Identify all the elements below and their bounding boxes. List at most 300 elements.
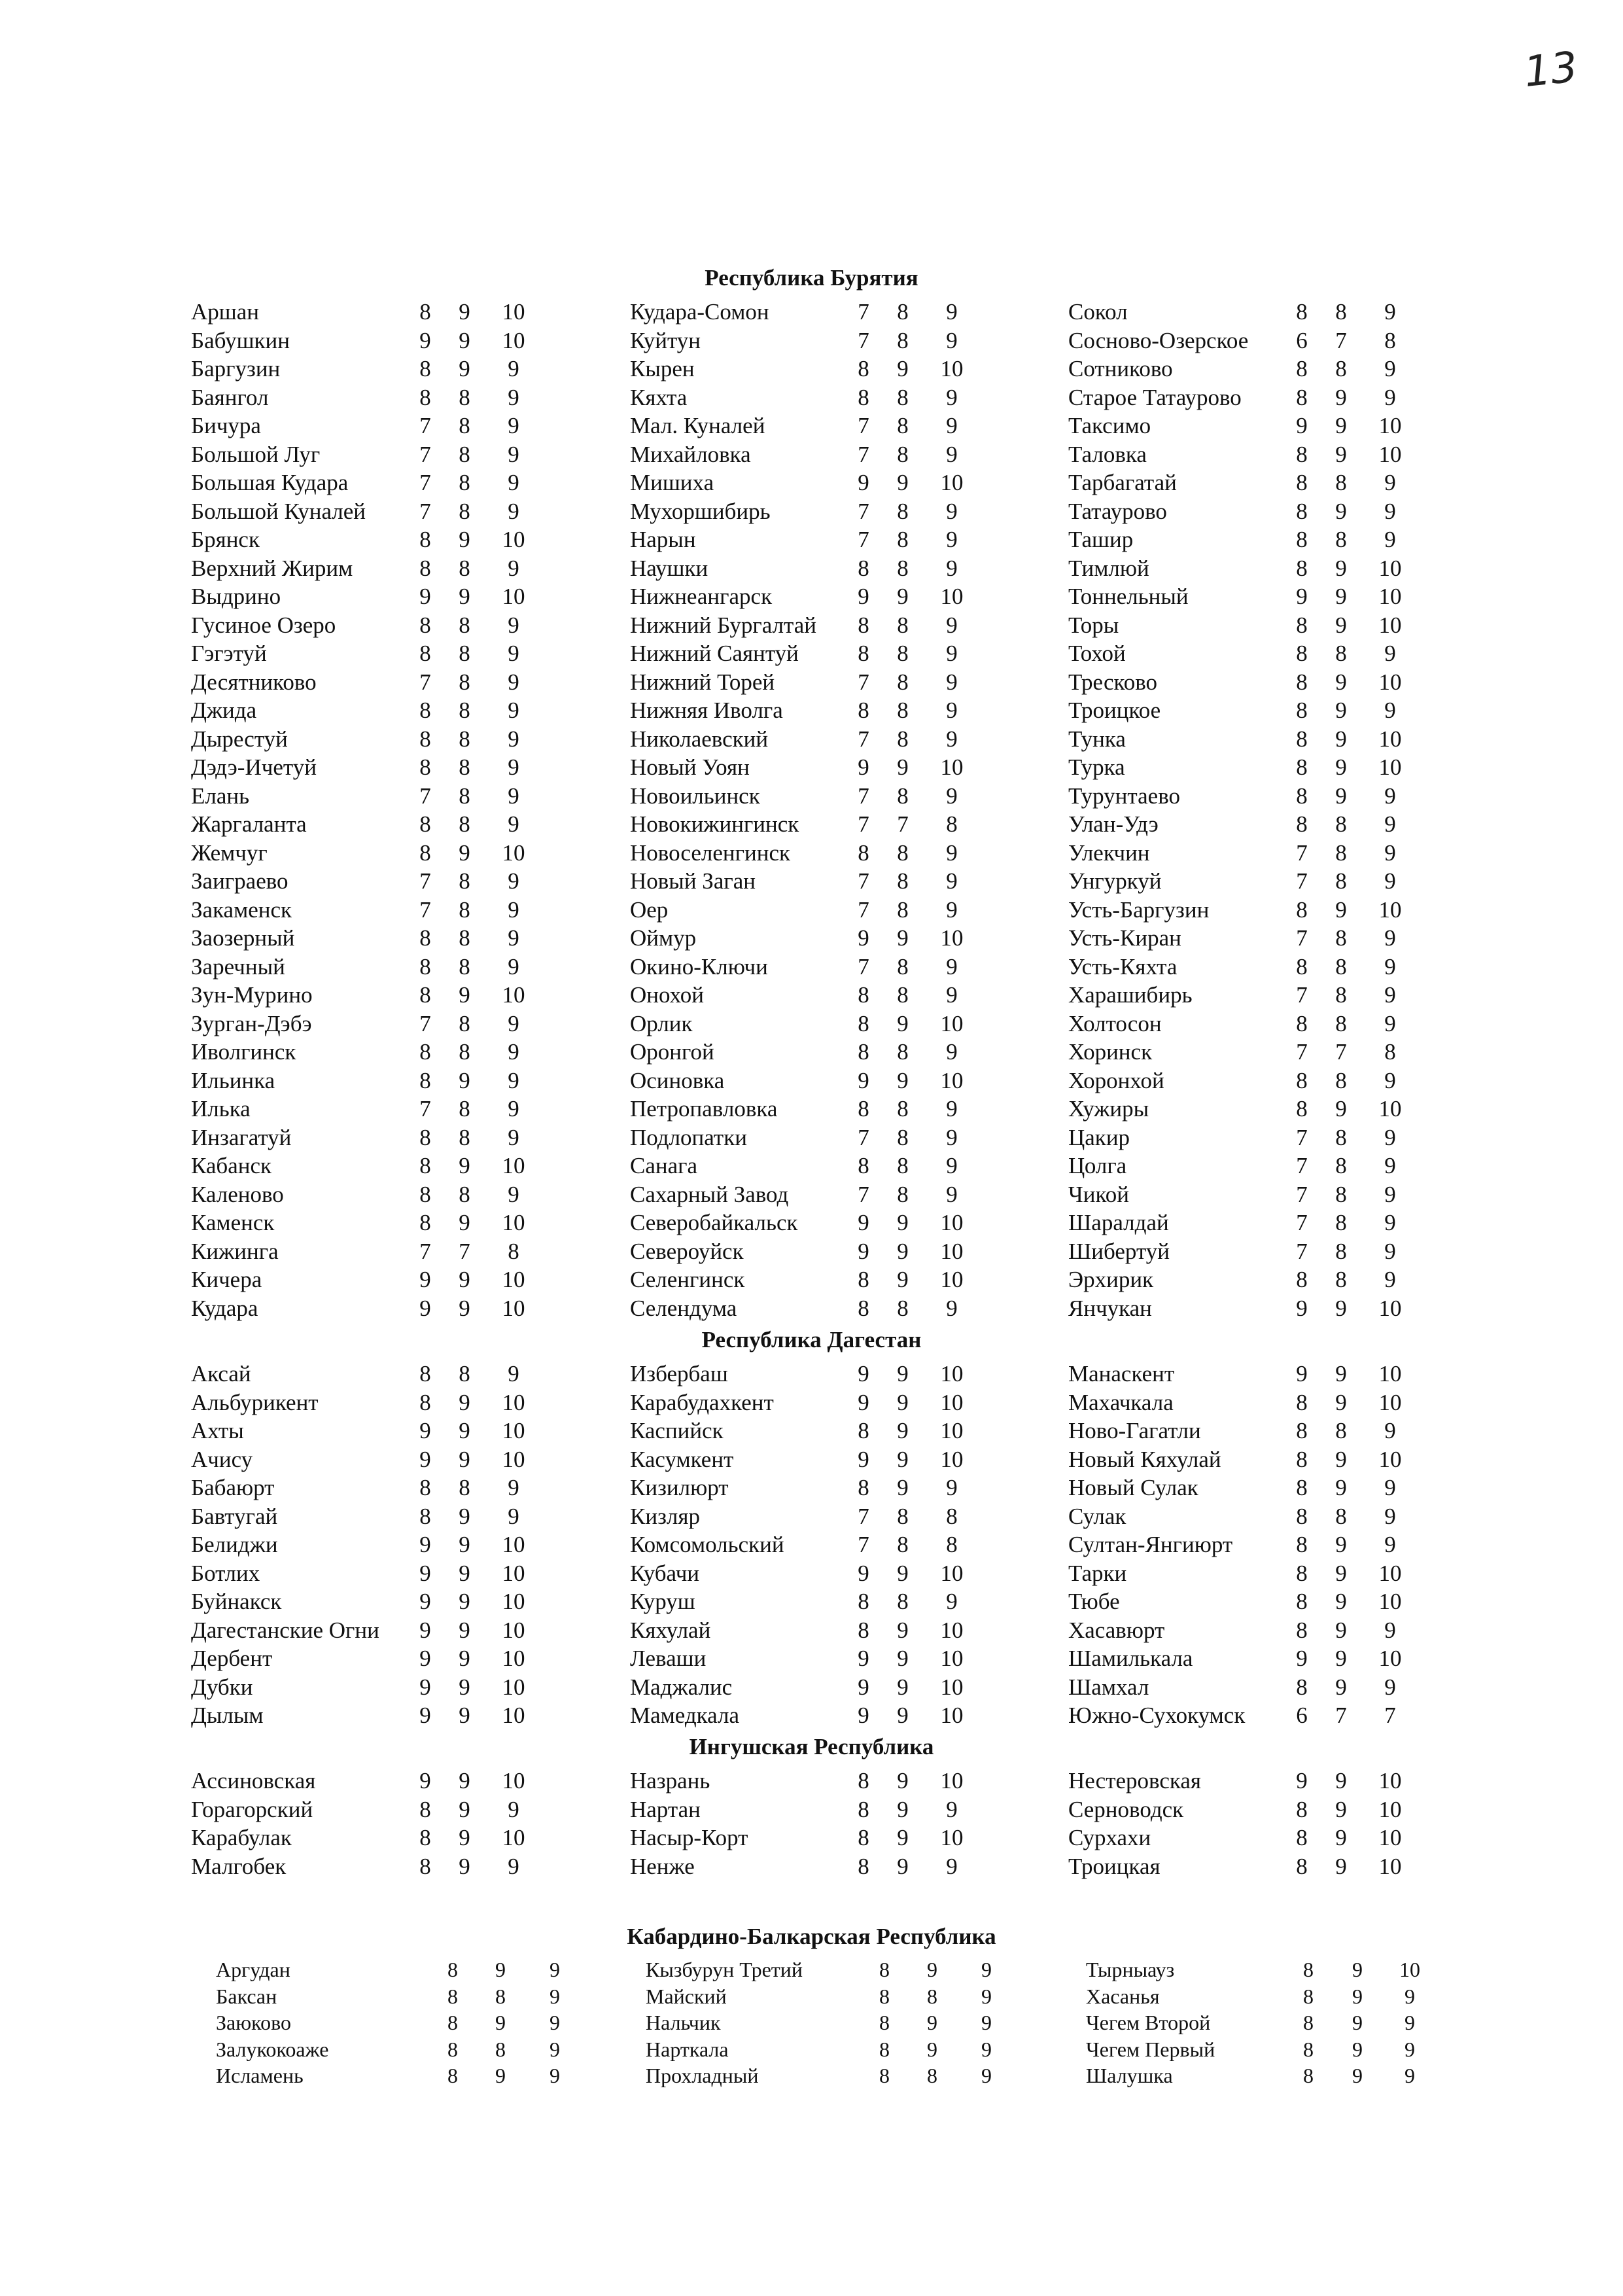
- value-cell: 9: [1384, 356, 1396, 381]
- value-cell: 8: [858, 1617, 869, 1643]
- settlement-name: Осиновка: [630, 1067, 725, 1093]
- value-cell: 9: [508, 356, 519, 381]
- value-cell: 10: [1378, 1646, 1402, 1671]
- value-cell: 8: [1296, 527, 1308, 552]
- value-cell: 9: [459, 1389, 470, 1415]
- table-row: [0, 1587, 1623, 1616]
- value-cell: 8: [508, 1238, 519, 1264]
- value-cell: 7: [858, 811, 869, 837]
- value-cell: 8: [419, 299, 431, 325]
- value-cell: 9: [508, 1124, 519, 1150]
- value-cell: 8: [459, 641, 470, 666]
- settlement-name: Сахарный Завод: [630, 1181, 789, 1207]
- value-cell: 9: [459, 1853, 470, 1879]
- value-cell: 9: [1335, 1646, 1347, 1671]
- value-cell: 9: [946, 413, 958, 438]
- value-cell: 10: [1378, 1796, 1402, 1822]
- settlement-name: Таксимо: [1068, 413, 1151, 438]
- value-cell: 9: [508, 1039, 519, 1065]
- value-cell: 9: [1384, 1674, 1396, 1700]
- value-cell: 8: [1335, 299, 1347, 325]
- value-cell: 8: [459, 698, 470, 723]
- value-cell: 8: [419, 612, 431, 638]
- value-cell: 10: [502, 1703, 525, 1728]
- value-cell: 8: [1296, 669, 1308, 695]
- settlement-name: Куйтун: [630, 327, 701, 353]
- value-cell: 8: [447, 2064, 458, 2087]
- value-cell: 8: [1296, 1389, 1308, 1415]
- value-cell: 9: [897, 470, 909, 495]
- value-cell: 10: [940, 1446, 964, 1472]
- value-cell: 8: [419, 698, 431, 723]
- table-row: [0, 1644, 1623, 1672]
- table-row: [0, 1852, 1623, 1881]
- settlement-name: Большая Кудара: [191, 470, 349, 495]
- settlement-name: Верхний Жирим: [191, 555, 353, 581]
- settlement-name: Ташир: [1068, 527, 1134, 552]
- value-cell: 9: [897, 1853, 909, 1879]
- settlement-name: Михайловка: [630, 441, 751, 467]
- settlement-name: Заюково: [216, 2011, 291, 2034]
- value-cell: 9: [550, 2064, 560, 2087]
- value-cell: 8: [1296, 1674, 1308, 1700]
- value-cell: 8: [459, 555, 470, 581]
- value-cell: 8: [897, 868, 909, 894]
- value-cell: 8: [419, 1475, 431, 1500]
- table-row: [0, 1474, 1623, 1502]
- table-row: [0, 412, 1623, 440]
- value-cell: 9: [1352, 2011, 1363, 2034]
- value-cell: 9: [981, 2037, 992, 2061]
- value-cell: 9: [495, 2011, 506, 2034]
- table-row: [0, 383, 1623, 412]
- table-row: [0, 981, 1623, 1009]
- value-cell: 8: [858, 1267, 869, 1292]
- settlement-name: Кяхта: [630, 384, 688, 410]
- settlement-name: Нарын: [630, 527, 696, 552]
- value-cell: 9: [508, 925, 519, 951]
- table-row: [0, 1673, 1623, 1701]
- value-cell: 9: [508, 1361, 519, 1386]
- value-cell: 9: [946, 868, 958, 894]
- value-cell: 9: [508, 470, 519, 495]
- value-cell: 9: [897, 1389, 909, 1415]
- settlement-name: Тоннельный: [1068, 584, 1189, 609]
- settlement-name: Троицкое: [1068, 698, 1161, 723]
- value-cell: 9: [1335, 1825, 1347, 1850]
- value-cell: 7: [1335, 1039, 1347, 1065]
- value-cell: 9: [927, 2011, 937, 2034]
- value-cell: 8: [1335, 982, 1347, 1008]
- table-row: [0, 1123, 1623, 1152]
- value-cell: 9: [508, 698, 519, 723]
- value-cell: 9: [927, 2037, 937, 2061]
- value-cell: 8: [1384, 1039, 1396, 1065]
- value-cell: 10: [502, 1295, 525, 1321]
- settlement-name: Мишиха: [630, 470, 714, 495]
- value-cell: 9: [1384, 925, 1396, 951]
- value-cell: 8: [897, 896, 909, 923]
- settlement-name: Гусиное Озеро: [191, 612, 336, 638]
- value-cell: 10: [502, 1825, 525, 1850]
- value-cell: 10: [502, 982, 525, 1008]
- value-cell: 9: [508, 896, 519, 923]
- value-cell: 10: [940, 356, 964, 381]
- value-cell: 7: [858, 413, 869, 438]
- settlement-name: Кубачи: [630, 1560, 700, 1586]
- value-cell: 8: [459, 754, 470, 780]
- value-cell: 6: [1296, 327, 1308, 353]
- value-cell: 8: [1296, 1617, 1308, 1643]
- value-cell: 9: [1296, 1768, 1308, 1793]
- settlement-name: Троицкая: [1068, 1853, 1161, 1879]
- settlement-name: Сокол: [1068, 299, 1128, 325]
- value-cell: 7: [419, 441, 431, 467]
- value-cell: 10: [502, 584, 525, 609]
- settlement-name: Усть-Баргузин: [1068, 896, 1210, 923]
- value-cell: 10: [1378, 726, 1402, 752]
- value-cell: 7: [419, 868, 431, 894]
- value-cell: 7: [858, 1181, 869, 1207]
- value-cell: 10: [502, 1389, 525, 1415]
- value-cell: 10: [1378, 1389, 1402, 1415]
- value-cell: 9: [946, 1153, 958, 1178]
- table-row: [0, 1010, 1623, 1038]
- value-cell: 8: [897, 1295, 909, 1321]
- value-cell: 8: [858, 1418, 869, 1443]
- value-cell: 7: [897, 811, 909, 837]
- value-cell: 9: [1335, 584, 1347, 609]
- value-cell: 9: [1335, 1475, 1347, 1500]
- value-cell: 7: [419, 413, 431, 438]
- table-row: [0, 298, 1623, 326]
- value-cell: 9: [495, 1958, 506, 1981]
- value-cell: 8: [459, 384, 470, 410]
- value-cell: 10: [1378, 754, 1402, 780]
- table-row: [0, 1616, 1623, 1644]
- value-cell: 8: [1335, 839, 1347, 866]
- table-row: [0, 2009, 1623, 2036]
- section-title: Кабардино-Балкарская Республика: [627, 1924, 996, 1949]
- table-row: [0, 1701, 1623, 1729]
- value-cell: 8: [419, 1039, 431, 1065]
- value-cell: 8: [897, 1039, 909, 1065]
- settlement-name: Нижний Торей: [630, 669, 775, 695]
- value-cell: 10: [940, 470, 964, 495]
- table-row: [0, 327, 1623, 355]
- value-cell: 9: [1335, 1389, 1347, 1415]
- value-cell: 9: [459, 356, 470, 381]
- value-cell: 10: [502, 1153, 525, 1178]
- settlement-name: Нальчик: [646, 2011, 721, 2034]
- value-cell: 8: [858, 982, 869, 1008]
- settlement-name: Кяхулай: [630, 1617, 711, 1643]
- value-cell: 9: [927, 1958, 937, 1981]
- value-cell: 9: [419, 1617, 431, 1643]
- value-cell: 8: [897, 641, 909, 666]
- value-cell: 9: [1335, 698, 1347, 723]
- value-cell: 9: [858, 925, 869, 951]
- settlement-name: Чегем Второй: [1086, 2011, 1211, 2034]
- settlement-name: Белиджи: [191, 1532, 278, 1557]
- value-cell: 7: [858, 1532, 869, 1557]
- value-cell: 8: [1303, 1958, 1314, 1981]
- value-cell: 8: [419, 555, 431, 581]
- value-cell: 10: [502, 1267, 525, 1292]
- value-cell: 7: [1384, 1703, 1396, 1728]
- value-cell: 8: [1303, 2011, 1314, 2034]
- value-cell: 8: [459, 1181, 470, 1207]
- value-cell: 8: [858, 1039, 869, 1065]
- value-cell: 7: [459, 1238, 470, 1264]
- value-cell: 8: [897, 1153, 909, 1178]
- settlement-name: Насыр-Корт: [630, 1825, 748, 1850]
- value-cell: 9: [459, 1210, 470, 1235]
- value-cell: 9: [550, 1958, 560, 1981]
- value-cell: 8: [1296, 811, 1308, 837]
- value-cell: 9: [419, 1532, 431, 1557]
- settlement-name: Нижнеангарск: [630, 584, 773, 609]
- value-cell: 10: [502, 1646, 525, 1671]
- value-cell: 9: [981, 1958, 992, 1981]
- value-cell: 8: [1296, 698, 1308, 723]
- value-cell: 10: [502, 1560, 525, 1586]
- settlement-name: Петропавловка: [630, 1096, 778, 1122]
- settlement-name: Гэгэтуй: [191, 641, 267, 666]
- value-cell: 8: [459, 896, 470, 923]
- value-cell: 8: [459, 1010, 470, 1036]
- table-row: [0, 1824, 1623, 1852]
- value-cell: 10: [502, 1674, 525, 1700]
- value-cell: 9: [858, 1703, 869, 1728]
- settlement-name: Жемчуг: [191, 839, 268, 866]
- value-cell: 8: [897, 953, 909, 980]
- settlement-name: Торы: [1068, 612, 1119, 638]
- settlement-name: Ассиновская: [191, 1768, 316, 1793]
- value-cell: 8: [897, 1096, 909, 1122]
- settlement-name: Дэдэ-Ичетуй: [191, 754, 317, 780]
- settlement-name: Ботлих: [191, 1560, 260, 1586]
- settlement-name: Селендума: [630, 1295, 737, 1321]
- settlement-name: Янчукан: [1068, 1295, 1152, 1321]
- value-cell: 9: [946, 726, 958, 752]
- value-cell: 10: [1378, 1768, 1402, 1793]
- value-cell: 9: [459, 1295, 470, 1321]
- value-cell: 8: [897, 527, 909, 552]
- value-cell: 8: [1296, 754, 1308, 780]
- value-cell: 9: [459, 327, 470, 353]
- settlement-name: Шибертуй: [1068, 1238, 1170, 1264]
- value-cell: 8: [858, 1768, 869, 1793]
- value-cell: 9: [459, 839, 470, 866]
- value-cell: 10: [1378, 441, 1402, 467]
- value-cell: 8: [1296, 299, 1308, 325]
- settlement-name: Ачису: [191, 1446, 253, 1472]
- value-cell: 9: [1384, 1153, 1396, 1178]
- value-cell: 8: [1296, 1503, 1308, 1529]
- value-cell: 8: [1335, 811, 1347, 837]
- value-cell: 9: [508, 811, 519, 837]
- settlement-name: Тимлюй: [1068, 555, 1149, 581]
- value-cell: 9: [897, 1825, 909, 1850]
- table-row: [0, 1294, 1623, 1322]
- value-cell: 8: [858, 1295, 869, 1321]
- value-cell: 10: [502, 1418, 525, 1443]
- settlement-name: Эрхирик: [1068, 1267, 1154, 1292]
- value-cell: 6: [1296, 1703, 1308, 1728]
- value-cell: 9: [858, 1067, 869, 1093]
- settlement-name: Ахты: [191, 1418, 244, 1443]
- value-cell: 9: [459, 1418, 470, 1443]
- settlement-name: Султан-Янгиюрт: [1068, 1532, 1233, 1557]
- table-row: [0, 1983, 1623, 2009]
- settlement-name: Окино-Ключи: [630, 953, 768, 980]
- value-cell: 9: [1335, 441, 1347, 467]
- value-cell: 9: [1335, 413, 1347, 438]
- settlement-name: Каленово: [191, 1181, 284, 1207]
- value-cell: 8: [1296, 953, 1308, 980]
- value-cell: 9: [858, 1361, 869, 1386]
- value-cell: 8: [1335, 1153, 1347, 1178]
- table-row: [0, 810, 1623, 838]
- value-cell: 9: [508, 1010, 519, 1036]
- settlement-name: Тарки: [1068, 1560, 1127, 1586]
- value-cell: 9: [897, 1703, 909, 1728]
- value-cell: 7: [1296, 925, 1308, 951]
- value-cell: 9: [946, 896, 958, 923]
- settlement-name: Турка: [1068, 754, 1125, 780]
- value-cell: 8: [419, 925, 431, 951]
- value-cell: 9: [1384, 527, 1396, 552]
- value-cell: 9: [858, 1210, 869, 1235]
- value-cell: 8: [1335, 1210, 1347, 1235]
- value-cell: 7: [1296, 1124, 1308, 1150]
- value-cell: 9: [858, 1674, 869, 1700]
- settlement-name: Харашибирь: [1068, 982, 1193, 1008]
- settlement-name: Дырестуй: [191, 726, 288, 752]
- value-cell: 7: [858, 527, 869, 552]
- value-cell: 8: [1335, 1503, 1347, 1529]
- table-row: [0, 896, 1623, 924]
- value-cell: 10: [1378, 1446, 1402, 1472]
- value-cell: 8: [879, 2064, 890, 2087]
- settlement-name: Инзагатуй: [191, 1124, 292, 1150]
- table-row: [0, 554, 1623, 582]
- settlement-name: Ново-Гагатли: [1068, 1418, 1201, 1443]
- value-cell: 9: [1335, 1361, 1347, 1386]
- settlement-name: Елань: [191, 783, 250, 809]
- value-cell: 10: [502, 327, 525, 353]
- settlement-name: Оронгой: [630, 1039, 714, 1065]
- value-cell: 7: [419, 783, 431, 809]
- value-cell: 7: [858, 1124, 869, 1150]
- value-cell: 9: [1405, 2064, 1415, 2087]
- value-cell: 9: [1335, 1560, 1347, 1586]
- value-cell: 9: [858, 1646, 869, 1671]
- table-row: [0, 1095, 1623, 1123]
- settlement-name: Зун-Мурино: [191, 982, 313, 1008]
- value-cell: 8: [1303, 2037, 1314, 2061]
- table-row: [0, 639, 1623, 667]
- value-cell: 8: [419, 356, 431, 381]
- table-row: [0, 953, 1623, 981]
- settlement-name: Нестеровская: [1068, 1768, 1202, 1793]
- value-cell: 9: [419, 1768, 431, 1793]
- settlement-name: Северобайкальск: [630, 1210, 798, 1235]
- value-cell: 8: [897, 1181, 909, 1207]
- value-cell: 9: [1384, 1617, 1396, 1643]
- value-cell: 9: [897, 1010, 909, 1036]
- value-cell: 9: [1384, 1181, 1396, 1207]
- settlement-name: Заречный: [191, 953, 285, 980]
- value-cell: 8: [1384, 327, 1396, 353]
- value-cell: 9: [1296, 413, 1308, 438]
- value-cell: 9: [897, 1210, 909, 1235]
- page-number: 13: [1522, 43, 1580, 97]
- value-cell: 10: [940, 754, 964, 780]
- value-cell: 9: [946, 1796, 958, 1822]
- settlement-name: Аргудан: [216, 1958, 290, 1981]
- value-cell: 10: [940, 1703, 964, 1728]
- value-cell: 9: [1384, 299, 1396, 325]
- value-cell: 9: [1335, 555, 1347, 581]
- value-cell: 8: [419, 982, 431, 1008]
- value-cell: 9: [1335, 1446, 1347, 1472]
- settlement-name: Оер: [630, 896, 669, 923]
- settlement-name: Нартан: [630, 1796, 701, 1822]
- value-cell: 8: [459, 1096, 470, 1122]
- settlement-name: Куруш: [630, 1589, 695, 1614]
- value-cell: 10: [940, 1768, 964, 1793]
- table-row: [0, 1445, 1623, 1474]
- value-cell: 10: [502, 1589, 525, 1614]
- value-cell: 9: [1384, 868, 1396, 894]
- value-cell: 8: [1296, 1560, 1308, 1586]
- value-cell: 8: [897, 839, 909, 866]
- section-title: Республика Бурятия: [705, 265, 918, 291]
- value-cell: 8: [419, 527, 431, 552]
- value-cell: 10: [1378, 669, 1402, 695]
- value-cell: 9: [419, 1418, 431, 1443]
- value-cell: 7: [419, 470, 431, 495]
- value-cell: 9: [946, 1475, 958, 1500]
- settlement-name: Дербент: [191, 1646, 273, 1671]
- value-cell: 8: [459, 498, 470, 524]
- settlement-name: Цолга: [1068, 1153, 1127, 1178]
- settlement-name: Наушки: [630, 555, 708, 581]
- value-cell: 8: [1335, 1238, 1347, 1264]
- value-cell: 10: [940, 1010, 964, 1036]
- value-cell: 8: [1296, 1825, 1308, 1850]
- value-cell: 10: [940, 584, 964, 609]
- settlement-name: Унгуркуй: [1068, 868, 1162, 894]
- value-cell: 8: [459, 953, 470, 980]
- settlement-name: Буйнакск: [191, 1589, 282, 1614]
- settlement-name: Новоселенгинск: [630, 839, 791, 866]
- value-cell: 8: [419, 1853, 431, 1879]
- value-cell: 8: [1335, 1067, 1347, 1093]
- value-cell: 9: [1384, 1532, 1396, 1557]
- settlement-name: Нижний Бургалтай: [630, 612, 817, 638]
- value-cell: 9: [459, 1796, 470, 1822]
- value-cell: 10: [502, 1617, 525, 1643]
- settlement-name: Малгобек: [191, 1853, 287, 1879]
- settlement-name: Прохладный: [646, 2064, 759, 2087]
- value-cell: 9: [1296, 1295, 1308, 1321]
- value-cell: 8: [1335, 868, 1347, 894]
- value-cell: 9: [1296, 1646, 1308, 1671]
- value-cell: 8: [1303, 1984, 1314, 2008]
